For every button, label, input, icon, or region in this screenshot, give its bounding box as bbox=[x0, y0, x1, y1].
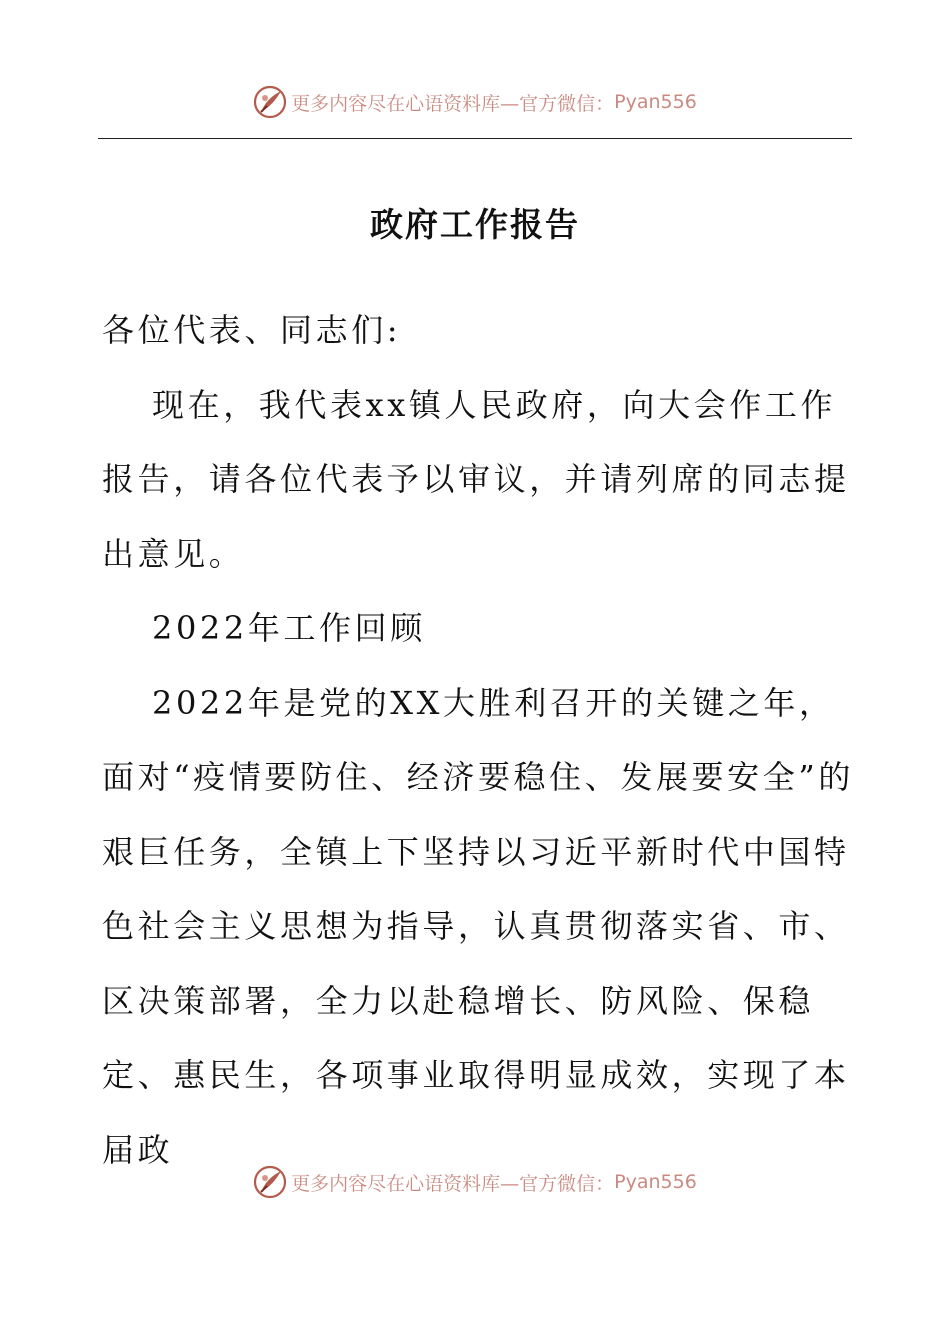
footer-watermark bbox=[0, 1162, 950, 1202]
paragraph: 2022年是党的XX大胜利召开的关键之年，面对“疫情要防住、经济要稳住、发展要安全”的艰巨任务，全镇上下坚持以习近平新时代中国特色社会主义思想为指导，认真贯彻落实省、市、区决策部署，全力以赴稳增长、防风险、保稳定、惠民生，各项事业取得明显成效，实现了本届政 bbox=[102, 683, 854, 1169]
paragraph: 现在，我代表xx镇人民政府，向大会作工作报告，请各位代表予以审议，并请列席的同志提出意见。 bbox=[102, 385, 850, 573]
watermark-wechat-id: Pyan556 bbox=[614, 1171, 697, 1193]
quill-pen-logo-icon bbox=[253, 85, 287, 119]
watermark-content bbox=[253, 1162, 697, 1202]
header-divider bbox=[98, 138, 852, 139]
watermark-wechat-id: Pyan556 bbox=[614, 91, 697, 113]
section-heading: 2022年工作回顾 bbox=[152, 609, 426, 647]
watermark-text: 更多内容尽在心语资料库—官方微信： bbox=[291, 92, 615, 115]
quill-pen-logo-icon bbox=[253, 1165, 287, 1199]
header-watermark bbox=[0, 82, 950, 122]
watermark-content bbox=[253, 82, 697, 122]
document-body bbox=[102, 293, 862, 1187]
watermark-text: 更多内容尽在心语资料库—官方微信： bbox=[291, 1172, 615, 1195]
salutation: 各位代表、同志们: bbox=[102, 311, 402, 349]
document-title: 政府工作报告 bbox=[370, 205, 580, 244]
